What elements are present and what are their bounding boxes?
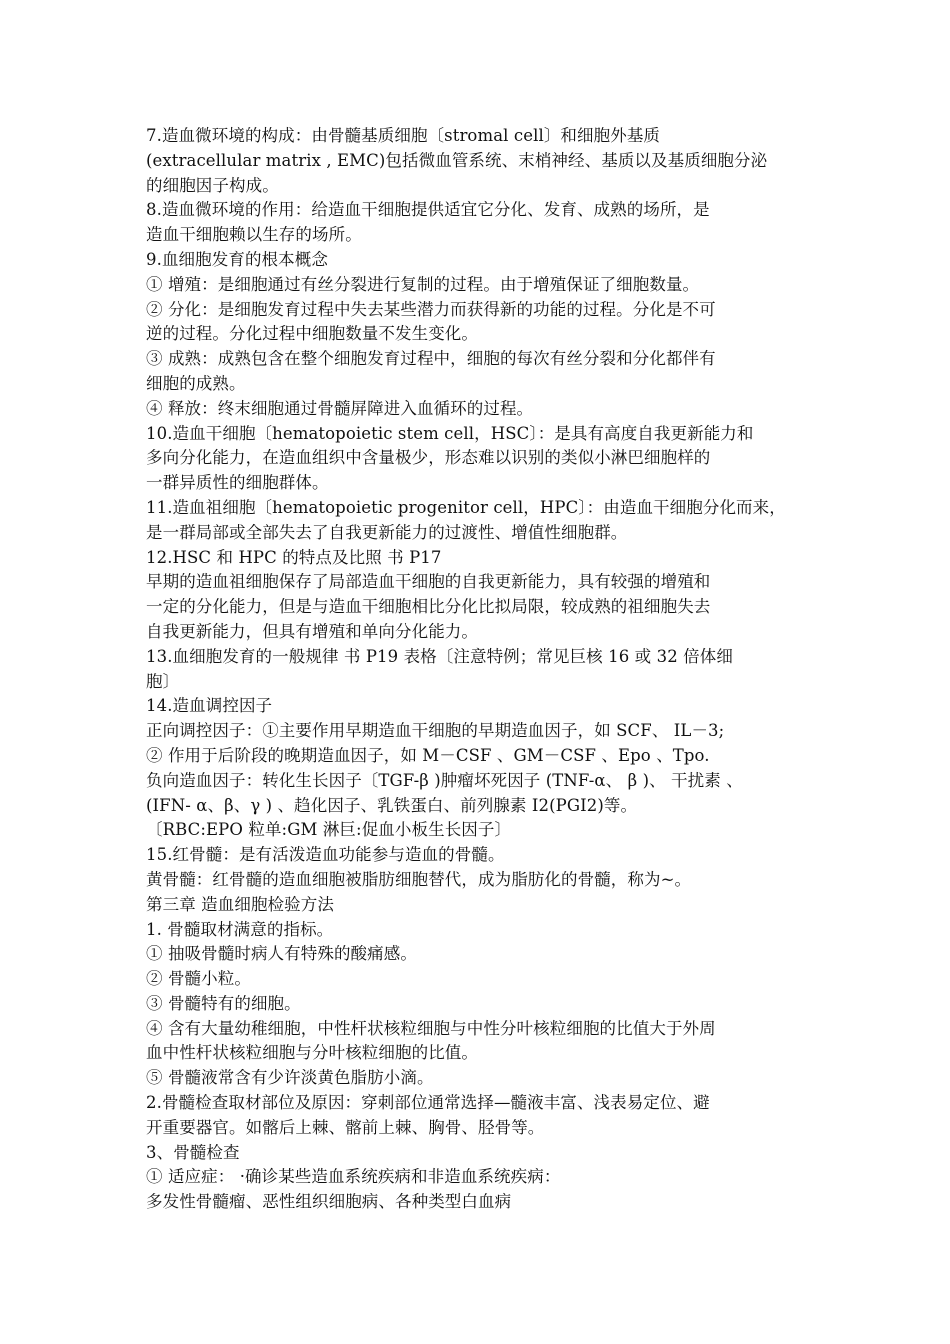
text-line-9: 逆的过程。分化过程中细胞数量不发生变化。 (146, 324, 478, 344)
text-line-4: 8.造血微环境的作用：给造血干细胞提供适宜它分化、发育、成熟的场所，是 (146, 200, 710, 220)
text-line-8: ② 分化：是细胞发育过程中失去某些潜力而获得新的功能的过程。分化是不可 (146, 299, 716, 319)
text-line-34: ① 抽吸骨髓时病人有特殊的酸痛感。 (146, 944, 417, 964)
text-line-35: ② 骨髓小粒。 (146, 969, 251, 989)
text-line-30: 15.红骨髓：是有活泼造血功能参与造血的骨髓。 (146, 845, 505, 865)
text-line-11: 细胞的成熟。 (146, 373, 246, 393)
text-line-5: 造血干细胞赖以生存的场所。 (146, 225, 362, 245)
text-line-25: 正向调控因子：①主要作用早期造血干细胞的早期造血因子，如 SCF、 IL－3; (146, 721, 725, 741)
text-line-22: 13.血细胞发育的一般规律 书 P19 表格〔注意特例；常见巨核 16 或 32 倍体细 (146, 646, 733, 666)
text-line-36: ③ 骨髓特有的细胞。 (146, 993, 301, 1013)
text-line-33: 1. 骨髓取材满意的指标。 (146, 919, 334, 939)
text-line-3: 的细胞因子构成。 (146, 175, 279, 195)
text-line-13: 10.造血干细胞〔hematopoietic stem cell，HSC〕：是具有高度自我更新能力和 (146, 423, 754, 443)
text-line-28: (IFN- α、β、γ ) 、趋化因子、乳铁蛋白、前列腺素 I2(PGI2)等。 (146, 795, 638, 815)
text-line-18: 12.HSC 和 HPC 的特点及比照 书 P17 (146, 547, 442, 567)
text-line-15: 一群异质性的细胞群体。 (146, 473, 329, 493)
text-line-39: ⑤ 骨髓液常含有少许淡黄色脂肪小滴。 (146, 1068, 434, 1088)
text-line-41: 开重要器官。如髂后上棘、髂前上棘、胸骨、胫骨等。 (146, 1117, 545, 1137)
text-line-44: 多发性骨髓瘤、恶性组织细胞病、各种类型白血病 (146, 1192, 512, 1212)
text-line-24: 14.造血调控因子 (146, 696, 273, 716)
text-line-19: 早期的造血祖细胞保存了局部造血干细胞的自我更新能力，具有较强的增殖和 (146, 572, 711, 592)
text-line-32: 第三章 造血细胞检验方法 (146, 894, 334, 914)
text-line-17: 是一群局部或全部失去了自我更新能力的过渡性、增值性细胞群。 (146, 522, 628, 542)
text-line-12: ④ 释放：终末细胞通过骨髓屏障进入血循环的过程。 (146, 398, 534, 418)
text-line-31: 黄骨髓：红骨髓的造血细胞被脂肪细胞替代，成为脂肪化的骨髓，称为~。 (146, 869, 692, 889)
text-line-40: 2.骨髓检查取材部位及原因：穿刺部位通常选择—髓液丰富、浅表易定位、避 (146, 1093, 710, 1113)
text-line-21: 自我更新能力，但具有增殖和单向分化能力。 (146, 621, 478, 641)
text-line-29: 〔RBC:EPO 粒单:GM 淋巨:促血小板生长因子〕 (146, 820, 512, 840)
text-line-27: 负向造血因子：转化生长因子〔TGF-β )肿瘤坏死因子 (TNF-α、 β )、 干扰素 、 (146, 770, 743, 790)
text-line-26: ② 作用于后阶段的晚期造血因子，如 M－CSF 、GM－CSF 、Epo 、Tpo. (146, 745, 710, 765)
text-line-42: 3、骨髓检查 (146, 1142, 240, 1162)
document-page (146, 124, 814, 1215)
text-line-37: ④ 含有大量幼稚细胞，中性杆状核粒细胞与中性分叶核粒细胞的比值大于外周 (146, 1018, 716, 1038)
text-line-43: ① 适应症： ·确诊某些造血系统疾病和非造血系统疾病： (146, 1167, 561, 1187)
text-line-7: ① 增殖：是细胞通过有丝分裂进行复制的过程。由于增殖保证了细胞数量。 (146, 274, 700, 294)
text-line-23: 胞〕 (146, 671, 180, 691)
text-line-16: 11.造血祖细胞〔hematopoietic progenitor cell，HPC〕：由造血干细胞分化而来， (146, 497, 786, 517)
text-line-1: 7.造血微环境的构成：由骨髓基质细胞〔stromal cell〕和细胞外基质 (146, 126, 661, 145)
text-line-38: 血中性杆状核粒细胞与分叶核粒细胞的比值。 (146, 1043, 478, 1063)
text-line-10: ③ 成熟：成熟包含在整个细胞发育过程中，细胞的每次有丝分裂和分化都伴有 (146, 349, 716, 369)
text-line-6: 9.血细胞发育的根本概念 (146, 249, 328, 269)
text-line-14: 多向分化能力，在造血组织中含量极少，形态难以识别的类似小淋巴细胞样的 (146, 448, 711, 468)
text-line-20: 一定的分化能力，但是与造血干细胞相比分化比拟局限，较成熟的祖细胞失去 (146, 597, 711, 617)
text-line-2: (extracellular matrix , EMC)包括微血管系统、末梢神经、基质以及基质细胞分泌 (146, 150, 768, 170)
